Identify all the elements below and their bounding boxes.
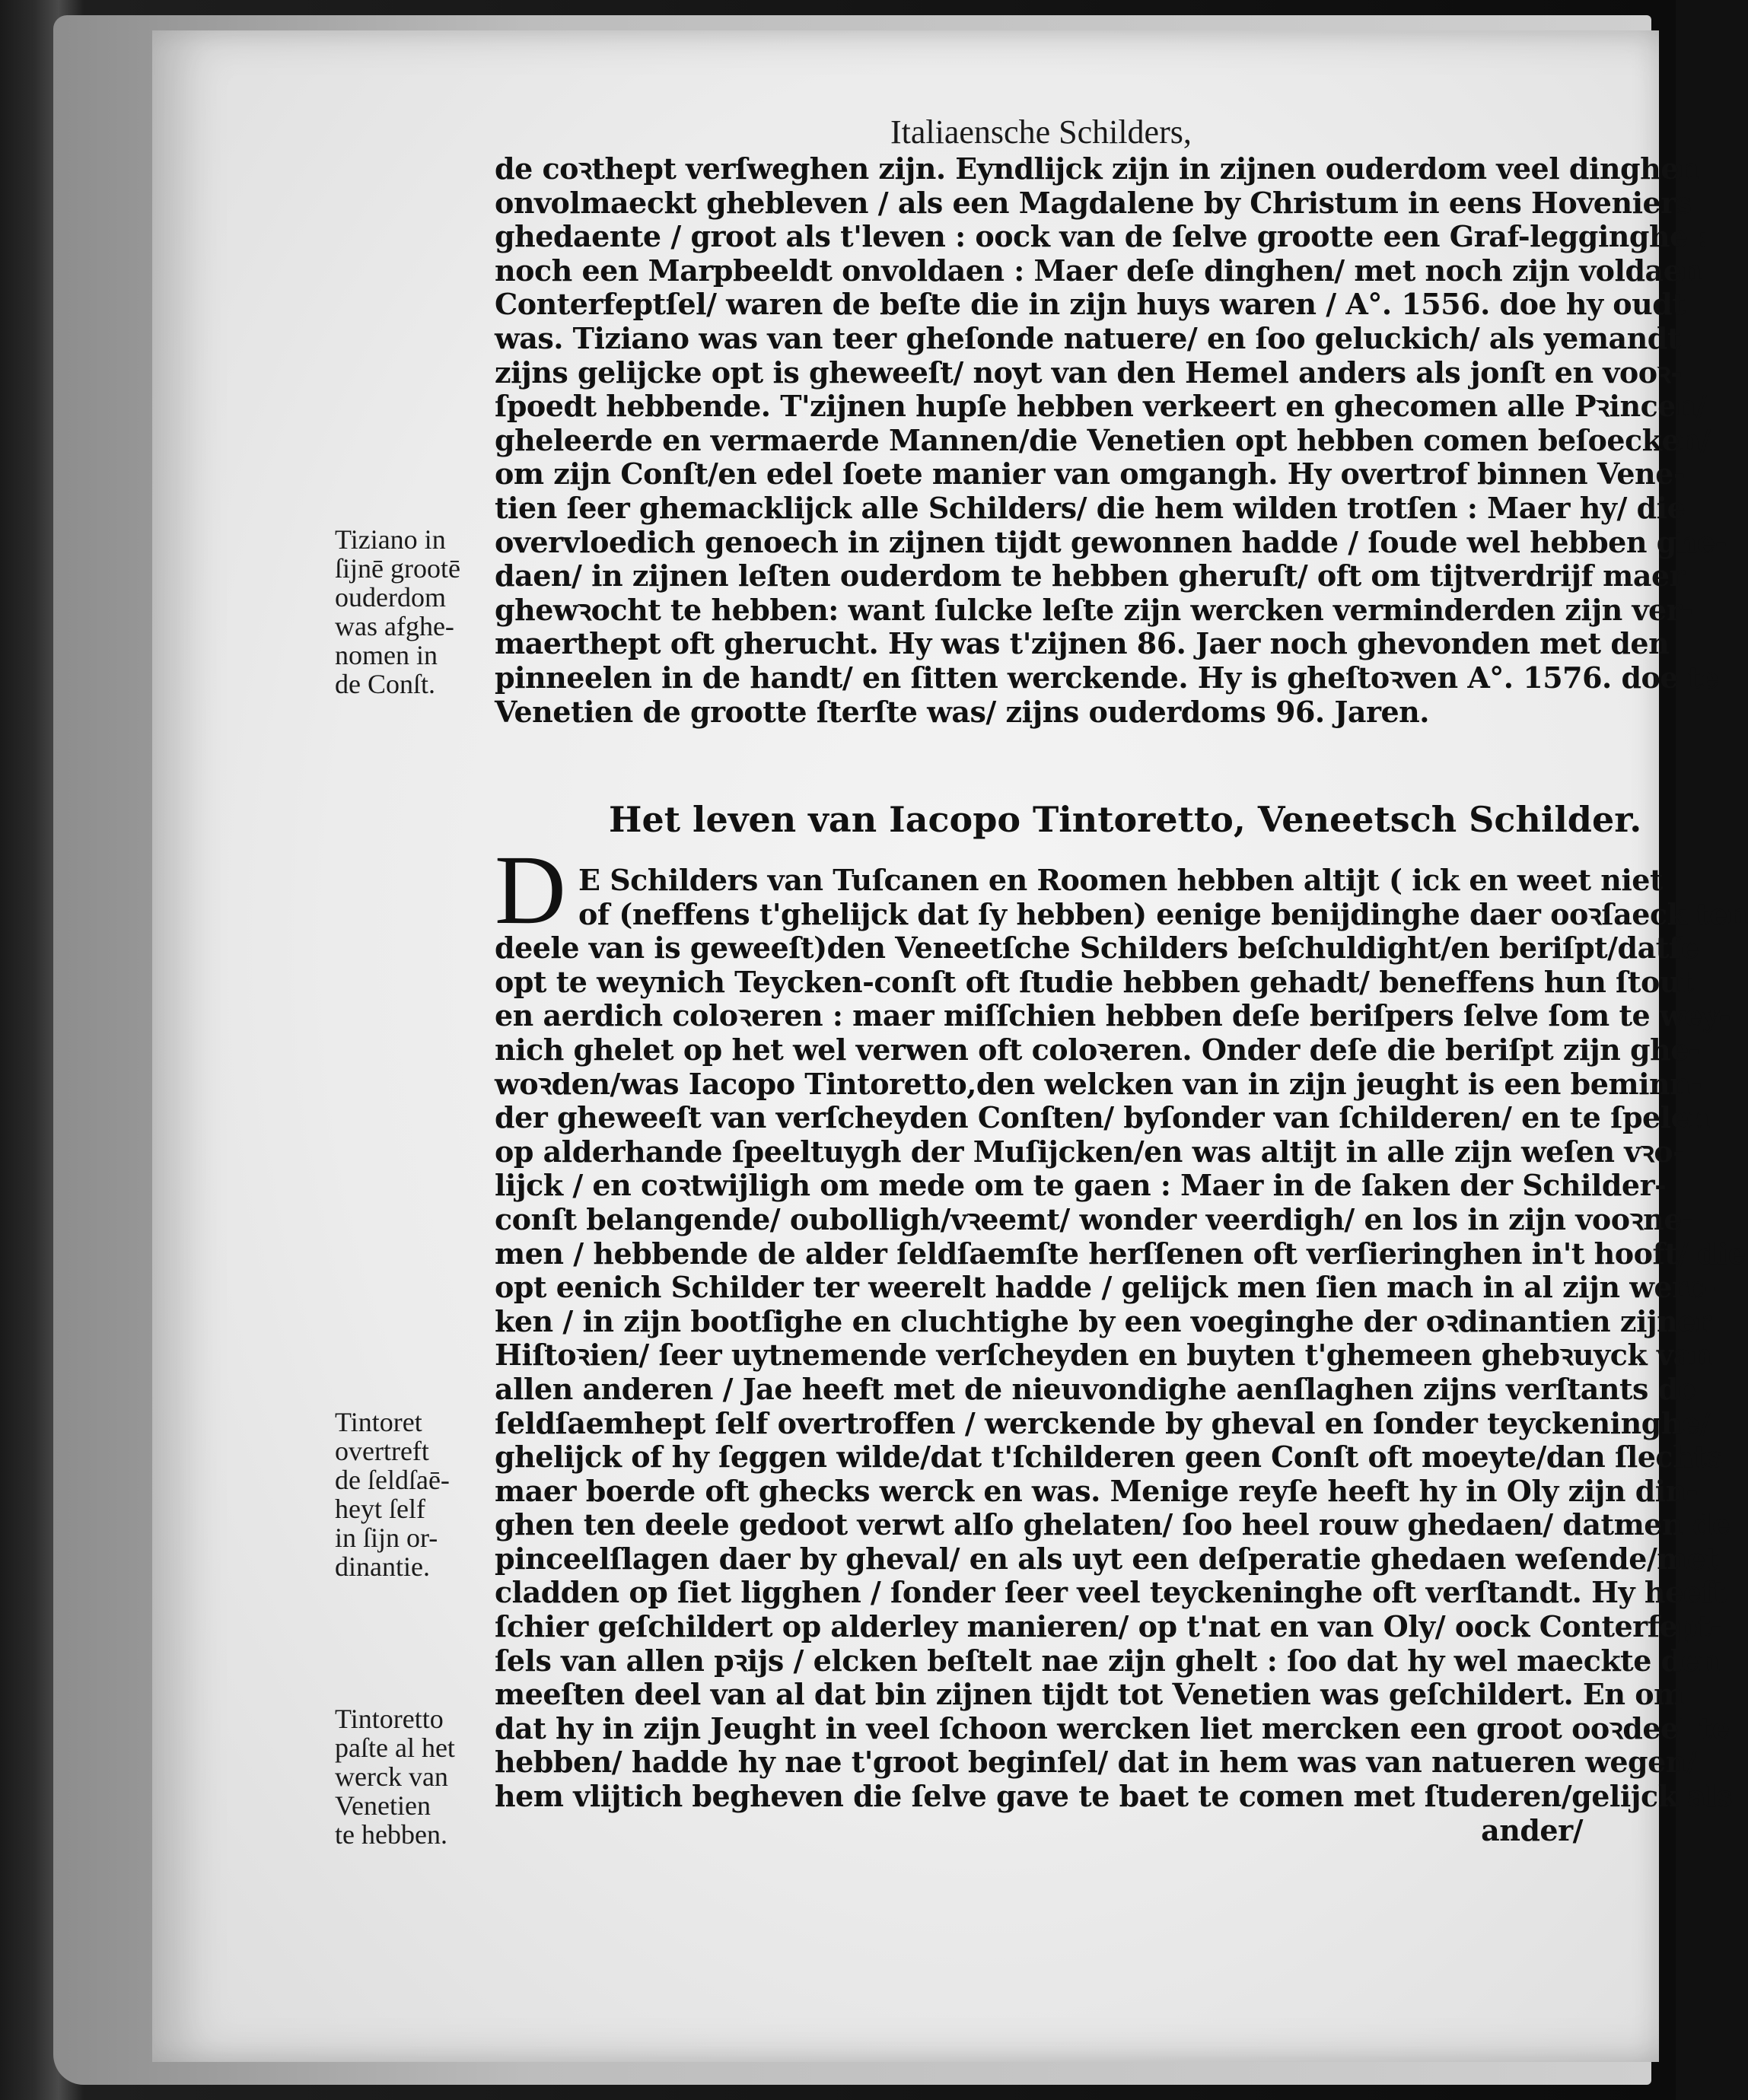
text-line: pinceelſlagen daer by gheval/ en als uyt een deſperatie ghedaen weſende/met: [495, 1541, 1718, 1576]
text-line: Venetien de grootte ſterſte was/ zijns ouderdoms 96. Jaren.: [495, 694, 1430, 729]
text-line: onvolmaeckt ghebleven / als een Magdalene by Christum in eens Hoveniers: [495, 185, 1692, 220]
margin-note-line: Tintoret: [335, 1407, 422, 1437]
drop-cap: D: [495, 835, 566, 945]
margin-note-line: Venetien: [335, 1790, 431, 1821]
text-line: nich ghelet op het wel verwen oft coloꝛeren. Onder deſe die beriſpt zijn ghe-: [495, 1032, 1701, 1067]
margin-note-line: nomen in: [335, 640, 438, 670]
text-line: ghedaente / groot als t'leven : oock van de ſelve grootte een Graf-legginghe :: [495, 219, 1708, 254]
text-line: opt eenich Schilder ter weerelt hadde / gelijck men ſien mach in al zijn werc-: [495, 1270, 1716, 1305]
text-line: cladden op ſiet ligghen / ſonder ſeer veel teyckeninghe oft verſtandt. Hy heeft: [495, 1575, 1727, 1610]
catchword: ander/: [1481, 1812, 1583, 1847]
paragraph-2: [495, 863, 1748, 1847]
margin-note-line: de ſeldſaē-: [335, 1465, 450, 1495]
text-line: ghewꝛocht te hebben: want ſulcke leſte zijn wercken verminderden zijn ver-: [495, 592, 1693, 627]
margin-note-line: de Conſt.: [335, 669, 435, 699]
text-line: hem vlijtich begheven die ſelve gave te baet te comen met ſtuderen/gelijck als: [495, 1779, 1733, 1814]
text-line: meeſten deel van al dat bin zijnen tijdt tot Venetien was geſchildert. En om: [495, 1677, 1684, 1712]
text-line: ghen ten deele gedoot verwt alſo ghelaten/ ſoo heel rouw ghedaen/ datmen de: [495, 1507, 1730, 1542]
margin-note-tiziano: [335, 525, 464, 698]
text-line: en aerdich coloꝛeren : maer miſſchien hebben deſe beriſpers ſelve ſom te wey-: [495, 998, 1730, 1033]
margin-note-line: Tiziano in: [335, 524, 446, 555]
text-line: noch een Marpbeeldt onvoldaen : Maer deſe dinghen/ met noch zijn voldaen: [495, 253, 1702, 288]
text-line: hebben/ hadde hy nae t'groot beginſel/ dat in hem was van natueren wegen/: [495, 1745, 1697, 1780]
section-heading: Het leven van Iacopo Tintoretto, Veneetsch Schilder.: [609, 799, 1642, 840]
text-line: opt te weynich Teycken-conſt oft ſtudie hebben gehadt/ beneffens hun ſtout: [495, 964, 1693, 999]
margin-note-tintoretto-paste: [335, 1704, 464, 1849]
text-line: conſt belangende/ oubolligh/vꝛeemt/ wonder veerdigh/ en los in zijn vooꝛne-: [495, 1201, 1694, 1236]
margin-note-tintoret-overtreft: [335, 1408, 464, 1581]
margin-note-line: heyt ſelf: [335, 1494, 425, 1524]
text-line: zijns gelijcke opt is gheweeſt/ noyt van den Hemel anders als jonſt en vooꝛ-: [495, 355, 1683, 390]
text-line: was. Tiziano was van teer gheſonde natuere/ en ſoo geluckich/ als yemandt: [495, 320, 1680, 355]
margin-note-line: te hebben.: [335, 1819, 447, 1850]
margin-note-line: in ſijn or-: [335, 1522, 438, 1553]
text-line: dat hy in zijn Jeught in veel ſchoon wercken liet mercken een groot ooꝛdeel te: [495, 1710, 1730, 1745]
margin-note-line: paſte al het: [335, 1732, 455, 1763]
paragraph-1: [495, 151, 1727, 729]
text-line: ſels van allen pꝛijs / elcken beſtelt nae zijn ghelt : ſoo dat hy wel maeckte den: [495, 1643, 1720, 1678]
text-line: Hiſtoꝛien/ ſeer uytnemende verſcheyden en buyten t'ghemeen ghebꝛuyck van: [495, 1338, 1712, 1373]
text-line: men / hebbende de alder ſeldſaemſte herſſenen oft verſieringhen in't hooft/ die: [495, 1236, 1746, 1271]
text-line: de coꝛthept verſweghen zijn. Eyndlijck zijn in zijnen ouderdom veel dinghen: [495, 151, 1700, 186]
text-line: der gheweeſt van verſcheyden Conſten/ byſonder van ſchilderen/ en te ſpelen: [495, 1100, 1710, 1135]
text-line: ſeldſaemhept ſelf overtroffen / werckende by gheval en ſonder teyckeninghe/: [495, 1405, 1710, 1440]
text-line: ſchier geſchildert op alderley manieren/ op t'nat en van Oly/ oock Conterfept-: [495, 1609, 1722, 1644]
text-line: gheleerde en vermaerde Mannen/die Venetien opt hebben comen beſoecken/: [495, 422, 1711, 457]
text-line: of (neffens t'ghelijck dat ſy hebben) eenige benijdinghe daer ooꝛſaeck ten: [578, 896, 1748, 931]
text-line: Conterfeptſel/ waren de beſte die in zijn huys waren / A°. 1556. doe hy oudt: [495, 287, 1686, 322]
text-line: ken / in zijn bootſighe en cluchtighe by een voeginghe der oꝛdinantien zijner: [495, 1303, 1711, 1338]
margin-note-line: was afghe-: [335, 611, 454, 641]
margin-note-line: ouderdom: [335, 582, 446, 612]
text-line: maerthept oft gherucht. Hy was t'zijnen 86. Jaer noch ghevonden met den: [495, 626, 1670, 661]
text-line: maer boerde oft ghecks werck en was. Menige reyſe heeft hy in Oly zijn din-: [495, 1473, 1699, 1508]
text-line: deele van is geweeſt)den Veneetſche Schilders beſchuldight/en beriſpt/datſe: [495, 931, 1699, 966]
margin-note-line: dinantie.: [335, 1551, 430, 1582]
text-line: E Schilders van Tuſcanen en Roomen hebben altijt ( ick en weet niet: [578, 863, 1664, 897]
text-line: tien ſeer ghemacklijck alle Schilders/ die hem wilden trotſen : Maer hy/ die: [495, 490, 1686, 525]
running-head: Italiaensche Schilders,: [890, 113, 1192, 151]
text-line: lijck / en coꝛtwijligh om mede om te gaen : Maer in de ſaken der Schilder-: [495, 1168, 1667, 1203]
margin-note-line: ſijnē grootē: [335, 553, 460, 584]
text-line: woꝛden/was Iacopo Tintoretto,den welcken van in zijn jeught is een beminn-: [495, 1066, 1702, 1101]
text-line: daen/ in zijnen leſten ouderdom te hebben gheruſt/ oft om tijtverdrijf maer: [495, 558, 1685, 593]
margin-note-line: Tintoretto: [335, 1704, 444, 1734]
text-line: ſpoedt hebbende. T'zijnen hupſe hebben verkeert en ghecomen alle Pꝛincen/: [495, 389, 1707, 424]
text-line: pinneelen in de handt/ en ſitten werckende. Hy is gheſtoꝛven A°. 1576. doe te: [495, 660, 1719, 695]
text-line: allen anderen / Jae heeft met de nieuvondighe aenſlaghen zijns verſtants de: [495, 1371, 1696, 1406]
text-line: overvloedich genoech in zijnen tijdt gewonnen hadde / ſoude wel hebben ghe-: [495, 524, 1727, 559]
margin-note-line: overtreft: [335, 1436, 429, 1466]
text-line: op alderhande ſpeeltuygh der Muſijcken/en was altijt in alle zijn weſen vꝛo-: [495, 1134, 1685, 1169]
text-line: ghelijck of hy ſeggen wilde/dat t'ſchilderen geen Conſt oft moeyte/dan ſlechts: [495, 1440, 1723, 1475]
margin-note-line: werck van: [335, 1761, 448, 1792]
text-line: om zijn Conſt/en edel ſoete manier van omgangh. Hy overtrof binnen Vene-: [495, 457, 1686, 492]
